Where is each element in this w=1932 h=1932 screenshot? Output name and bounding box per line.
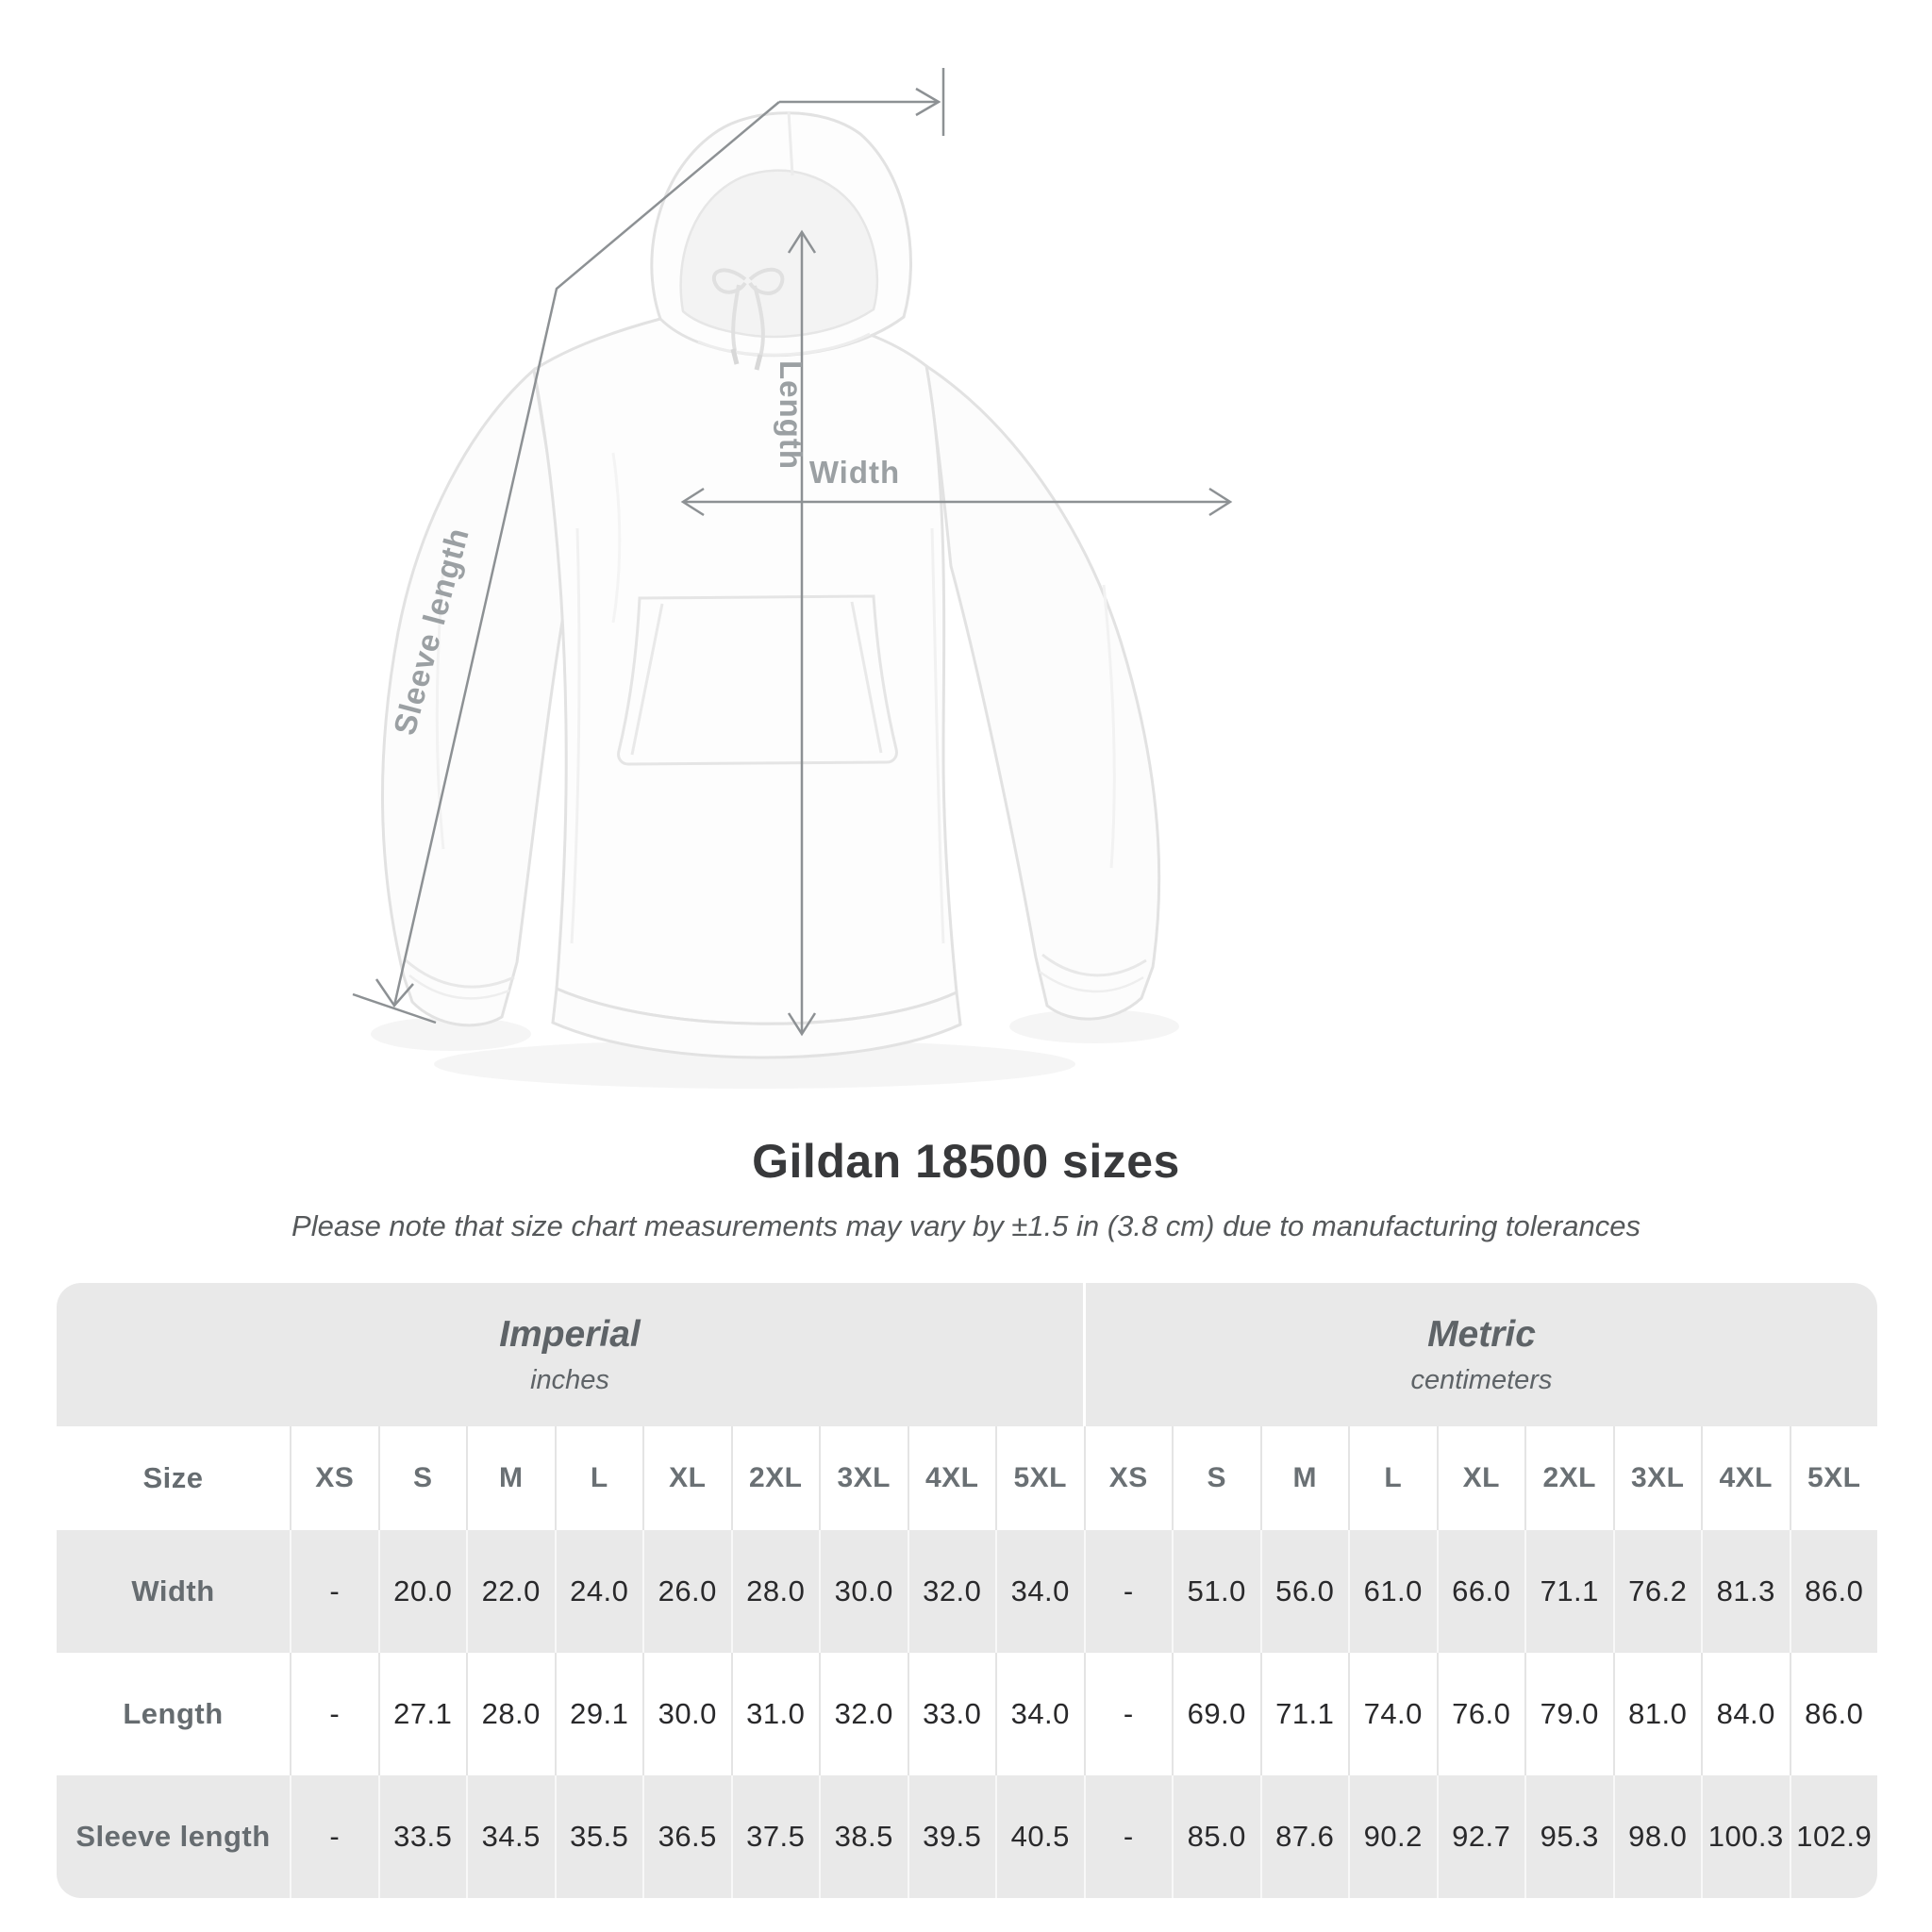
value-cell: 102.9 xyxy=(1790,1775,1878,1898)
value-cell: 66.0 xyxy=(1437,1530,1525,1653)
sleeve-length-label: Sleeve length xyxy=(386,524,475,739)
value-cell: 84.0 xyxy=(1701,1653,1790,1775)
value-cell: - xyxy=(290,1530,378,1653)
value-cell: 76.2 xyxy=(1613,1530,1702,1653)
size-header-metric-2xl: 2XL xyxy=(1524,1426,1613,1530)
tolerance-note: Please note that size chart measurements may vary by ±1.5 in (3.8 cm) due to manufacturing tolerances xyxy=(291,1209,1641,1242)
value-cell: 71.1 xyxy=(1260,1653,1349,1775)
value-cell: 56.0 xyxy=(1260,1530,1349,1653)
size-header-imperial-xl: XL xyxy=(642,1426,731,1530)
value-cell: 29.1 xyxy=(555,1653,643,1775)
value-cell: 28.0 xyxy=(466,1653,555,1775)
size-table xyxy=(57,1283,1877,1898)
value-cell: 32.0 xyxy=(908,1530,996,1653)
metric-label: Metric xyxy=(1427,1313,1536,1355)
size-header-imperial-m: M xyxy=(466,1426,555,1530)
value-cell: 34.0 xyxy=(995,1530,1084,1653)
value-cell: - xyxy=(1084,1653,1173,1775)
value-cell: - xyxy=(290,1653,378,1775)
size-header-metric-l: L xyxy=(1348,1426,1437,1530)
value-cell: 26.0 xyxy=(642,1530,731,1653)
value-cell: 38.5 xyxy=(819,1775,908,1898)
value-cell: 27.1 xyxy=(378,1653,467,1775)
units-band xyxy=(57,1283,1877,1426)
imperial-section-header xyxy=(57,1283,1083,1426)
value-cell: 76.0 xyxy=(1437,1653,1525,1775)
value-cell: 74.0 xyxy=(1348,1653,1437,1775)
row-label: Sleeve length xyxy=(75,1820,271,1853)
size-header-imperial-2xl: 2XL xyxy=(731,1426,820,1530)
size-header-metric-m: M xyxy=(1260,1426,1349,1530)
value-cell: - xyxy=(1084,1775,1173,1898)
value-cell: 20.0 xyxy=(378,1530,467,1653)
size-header-imperial-xs: XS xyxy=(290,1426,378,1530)
row-label: Length xyxy=(123,1697,224,1730)
value-cell: 35.5 xyxy=(555,1775,643,1898)
hoodie-right-sleeve xyxy=(926,366,1159,1019)
value-cell: 40.5 xyxy=(995,1775,1084,1898)
value-cell: 98.0 xyxy=(1613,1775,1702,1898)
size-header-imperial-3xl: 3XL xyxy=(819,1426,908,1530)
value-cell: 30.0 xyxy=(819,1530,908,1653)
size-header-row xyxy=(57,1426,1877,1530)
table-row-sleeve-length xyxy=(57,1775,1877,1898)
imperial-label: Imperial xyxy=(499,1313,641,1355)
value-cell: 33.5 xyxy=(378,1775,467,1898)
table-row-width xyxy=(57,1530,1877,1653)
value-cell: 81.3 xyxy=(1701,1530,1790,1653)
page-title: Gildan 18500 sizes xyxy=(752,1135,1180,1188)
value-cell: 28.0 xyxy=(731,1530,820,1653)
size-column-header: Size xyxy=(142,1461,204,1494)
value-cell: 30.0 xyxy=(642,1653,731,1775)
size-table-rows xyxy=(57,1426,1877,1898)
size-header-imperial-4xl: 4XL xyxy=(908,1426,996,1530)
value-cell: 86.0 xyxy=(1790,1530,1878,1653)
value-cell: 32.0 xyxy=(819,1653,908,1775)
value-cell: 90.2 xyxy=(1348,1775,1437,1898)
value-cell: 37.5 xyxy=(731,1775,820,1898)
value-cell: 87.6 xyxy=(1260,1775,1349,1898)
inches-label: inches xyxy=(530,1364,609,1395)
value-cell: 69.0 xyxy=(1172,1653,1260,1775)
length-label: Length xyxy=(774,360,808,470)
size-header-imperial-s: S xyxy=(378,1426,467,1530)
value-cell: 34.0 xyxy=(995,1653,1084,1775)
size-header-metric-4xl: 4XL xyxy=(1701,1426,1790,1530)
value-cell: 22.0 xyxy=(466,1530,555,1653)
centimeters-label: centimeters xyxy=(1410,1364,1553,1395)
value-cell: 31.0 xyxy=(731,1653,820,1775)
size-header-metric-s: S xyxy=(1172,1426,1260,1530)
value-cell: - xyxy=(1084,1530,1173,1653)
value-cell: 39.5 xyxy=(908,1775,996,1898)
value-cell: 33.0 xyxy=(908,1653,996,1775)
size-header-metric-3xl: 3XL xyxy=(1613,1426,1702,1530)
value-cell: 85.0 xyxy=(1172,1775,1260,1898)
size-header-imperial-l: L xyxy=(555,1426,643,1530)
size-header-imperial-5xl: 5XL xyxy=(995,1426,1084,1530)
value-cell: 81.0 xyxy=(1613,1653,1702,1775)
size-header-metric-5xl: 5XL xyxy=(1790,1426,1878,1530)
metric-section-header xyxy=(1083,1283,1877,1426)
value-cell: 36.5 xyxy=(642,1775,731,1898)
table-row-length xyxy=(57,1653,1877,1775)
value-cell: 71.1 xyxy=(1524,1530,1613,1653)
value-cell: 86.0 xyxy=(1790,1653,1878,1775)
value-cell: 24.0 xyxy=(555,1530,643,1653)
value-cell: 92.7 xyxy=(1437,1775,1525,1898)
value-cell: 51.0 xyxy=(1172,1530,1260,1653)
size-header-metric-xl: XL xyxy=(1437,1426,1525,1530)
value-cell: - xyxy=(290,1775,378,1898)
row-label: Width xyxy=(131,1574,215,1607)
size-header-metric-xs: XS xyxy=(1084,1426,1173,1530)
value-cell: 79.0 xyxy=(1524,1653,1613,1775)
value-cell: 34.5 xyxy=(466,1775,555,1898)
width-label: Width xyxy=(808,455,901,490)
value-cell: 100.3 xyxy=(1701,1775,1790,1898)
value-cell: 61.0 xyxy=(1348,1530,1437,1653)
value-cell: 95.3 xyxy=(1524,1775,1613,1898)
